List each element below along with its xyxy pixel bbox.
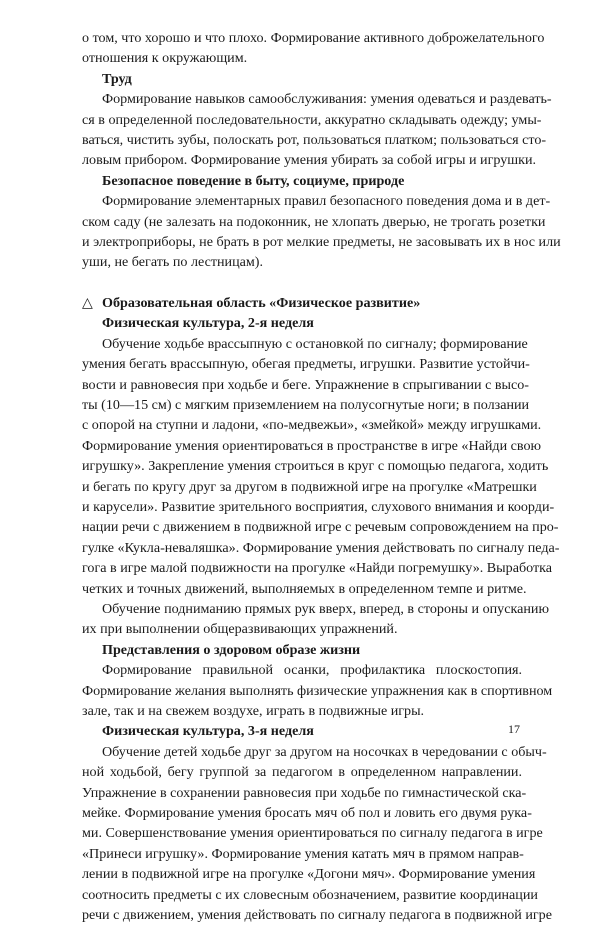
text-line: ваться, чистить зубы, полоскать рот, пользоваться платком; пользоваться сто- <box>82 132 547 149</box>
text-line: их при выполнении общеразвивающих упражнений. <box>82 621 398 638</box>
text-line: гулке «Кукла-неваляшка». Формирование умения действовать по сигналу педа- <box>82 539 560 556</box>
section-heading-labor: Труд <box>102 70 132 87</box>
text-line: Формирование желания выполнять физические упражнения как в спортивном <box>82 682 553 699</box>
triangle-icon: △ <box>82 294 93 311</box>
text-line: Обучение ходьбе врассыпную с остановкой по сигналу; формирование <box>102 335 528 352</box>
section-heading-pe-week-3: Физическая культура, 3-я неделя <box>102 723 314 740</box>
text-line: «Принеси игрушку». Формирование умения катать мяч в прямом направ- <box>82 845 524 862</box>
text-line: игрушку». Закрепление умения строиться в круг с помощью педагога, ходить <box>82 458 549 475</box>
text-line: с опорой на ступни и ладони, «по-медвежьи», «змейкой» между игрушками. <box>82 417 542 434</box>
text-line: уши, не бегать по лестницам). <box>82 254 264 271</box>
text-line: вости и равновесия при ходьбе и беге. Упражнение в спрыгивании с высо- <box>82 376 529 393</box>
page-number: 17 <box>508 722 520 736</box>
text-line: Обучение детей ходьбе друг за другом на носочках в чередовании с обыч- <box>102 743 547 760</box>
text-line: Формирование элементарных правил безопасного поведения дома и в дет- <box>102 193 551 210</box>
section-heading-pe-week-2: Физическая культура, 2-я неделя <box>102 315 314 332</box>
text-line: ском саду (не залезать на подоконник, не хлопать дверью, не трогать розетки <box>82 213 546 230</box>
text-line: ной ходьбой, бегу группой за педагогом в определенном направлении. <box>82 764 522 781</box>
text-line: о том, что хорошо и что плохо. Формирование активного доброжелательного <box>82 30 545 46</box>
text-line: ми. Совершенствование умения ориентироваться по сигналу педагога в игре <box>82 825 543 842</box>
section-heading-safety: Безопасное поведение в быту, социуме, природе <box>102 172 405 189</box>
area-heading-title: Образовательная область «Физическое развитие» <box>102 294 421 311</box>
text-line: ты (10—15 см) с мягким приземлением на полусогнутые ноги; в ползании <box>82 396 530 413</box>
text-line: Формирование навыков самообслуживания: умения одеваться и раздевать- <box>102 91 552 108</box>
text-line: мейке. Формирование умения бросать мяч об пол и ловить его двумя рука- <box>82 805 532 822</box>
text-line: отношения к окружающим. <box>82 50 248 67</box>
text-line: лении в подвижной игре на прогулке «Догони мяч». Формирование умения <box>82 866 536 883</box>
text-line: и карусели». Развитие зрительного восприятия, слухового внимания и коорди- <box>82 498 555 515</box>
text-line: ся в определенной последовательности, аккуратно складывать одежду; умы- <box>82 111 542 128</box>
text-line: умения бегать врассыпную, обегая предметы, игрушки. Развитие устойчи- <box>82 356 530 373</box>
text-line: Формирование правильной осанки, профилактика плоскостопия. <box>102 662 522 679</box>
text-line: и электроприборы, не брать в рот мелкие предметы, не засовывать их в нос или <box>82 234 561 251</box>
area-heading <box>82 293 522 313</box>
text-line: Обучение подниманию прямых рук вверх, вперед, в стороны и опусканию <box>102 600 549 617</box>
text-line: нации речи с движением в подвижной игре с речевым сопровождением на про- <box>82 519 559 536</box>
text-line: ловым прибором. Формирование умения убирать за собой игры и игрушки. <box>82 152 537 169</box>
text-line: Упражнение в сохранении равновесия при ходьбе по гимнастической ска- <box>82 784 527 801</box>
text-line: зале, так и на свежем воздухе, играть в подвижные игры. <box>82 703 425 719</box>
text-line: четких и точных движений, выполняемых в определенном темпе и ритме. <box>82 580 527 597</box>
text-line: соотносить предметы с их словесным обозначением, развитие координации <box>82 886 538 903</box>
text-line: и бегать по кругу друг за другом в подвижной игре на прогулке «Матрешки <box>82 478 537 495</box>
text-line: речи с движением, умения действовать по сигналу педагога в подвижной игре <box>82 907 552 924</box>
section-gap <box>82 273 522 293</box>
section-heading-healthy-lifestyle: Представления о здоровом образе жизни <box>102 641 361 658</box>
text-line: Формирование умения ориентироваться в пространстве в игре «Найди свою <box>82 437 542 454</box>
text-line: гога в игре малой подвижности на прогулке «Найди погремушку». Выработка <box>82 560 553 577</box>
